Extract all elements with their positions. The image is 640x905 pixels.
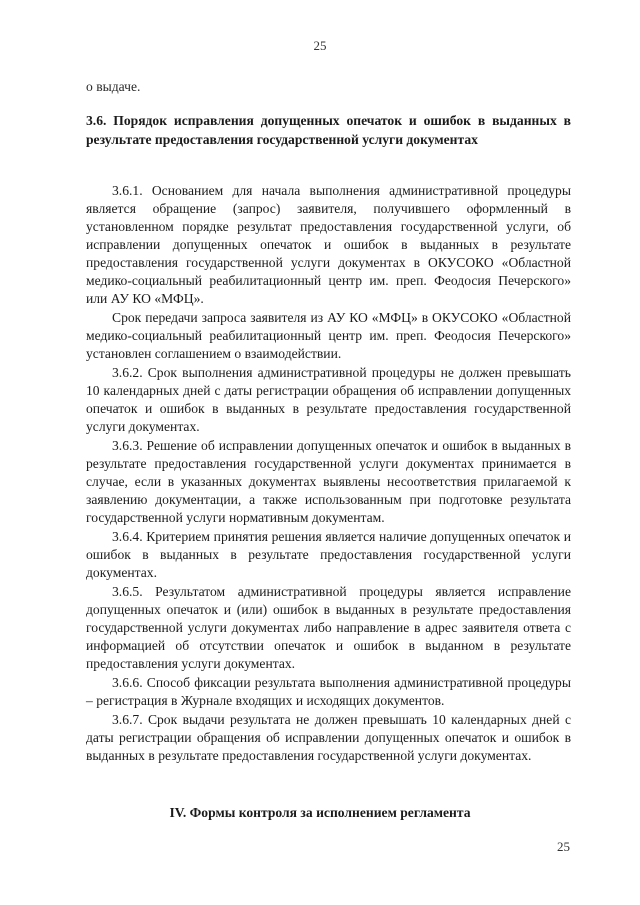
previous-page-tail-text: о выдаче. [86, 79, 141, 94]
paragraph-3-6-3: 3.6.3. Решение об исправлении допущенных опечаток и ошибок в выданных в результате предоставления государственной услуги документах принимается в случае, если в указанных документах выявлены несоответствия прилагаемой к заявлению документации, а также использованным при подготовке результата государственной услуги нормативным документам. [86, 438, 571, 525]
paragraph-transfer-period: Срок передачи запроса заявителя из АУ КО «МФЦ» в ОКУСОКО «Областной медико-социальный реабилитационный центр им. преп. Феодосия Печерского» установлен соглашением о взаимодействии. [86, 310, 571, 361]
paragraph-3-6-4: 3.6.4. Критерием принятия решения является наличие допущенных опечаток и ошибок в выданных в результате предоставления государственной услуги документах. [86, 529, 571, 580]
paragraph-3-6-6: 3.6.6. Способ фиксации результата выполнения административной процедуры – регистрация в Журнале входящих и исходящих документов. [86, 675, 571, 708]
section-heading: 3.6. Порядок исправления допущенных опечаток и ошибок в выданных в результате предоставления государственной услуги документах [86, 113, 571, 147]
paragraph-3-6-7: 3.6.7. Срок выдачи результата не должен превышать 10 календарных дней с даты регистрации обращения об исправлении допущенных опечаток и ошибок в выданных в результате предоставления государственной услуги документах. [86, 712, 571, 763]
page-number-bottom: 25 [557, 839, 570, 854]
body-text [86, 182, 571, 766]
paragraph-3-6-1: 3.6.1. Основанием для начала выполнения административной процедуры является обращение (запрос) заявителя, получившего оформленный в установленном порядке результат предоставления государственной услуги, об исправлении допущенных опечаток и ошибок в выданных в результате предоставления государственной услуги документах в ОКУСОКО «Областной медико-социальный реабилитационный центр им. преп. Феодосия Печерского» или АУ КО «МФЦ». [86, 183, 571, 306]
paragraph-3-6-5: 3.6.5. Результатом административной процедуры является исправление допущенных опечаток и (или) ошибок в выданных в результате предоставления государственной услуги документах либо направление в адрес заявителя ответа с информацией об отсутствии опечаток и ошибок в выданном в результате предоставления услуги документах. [86, 584, 571, 671]
page-number-top: 25 [313, 38, 327, 53]
paragraph-3-6-2: 3.6.2. Срок выполнения административной процедуры не должен превышать 10 календарных дней с даты регистрации обращения об исправлении допущенных опечаток и ошибок в выданных в результате предоставления государственной услуги документах. [86, 365, 571, 434]
next-section-title: IV. Формы контроля за исполнением регламента [169, 805, 471, 820]
